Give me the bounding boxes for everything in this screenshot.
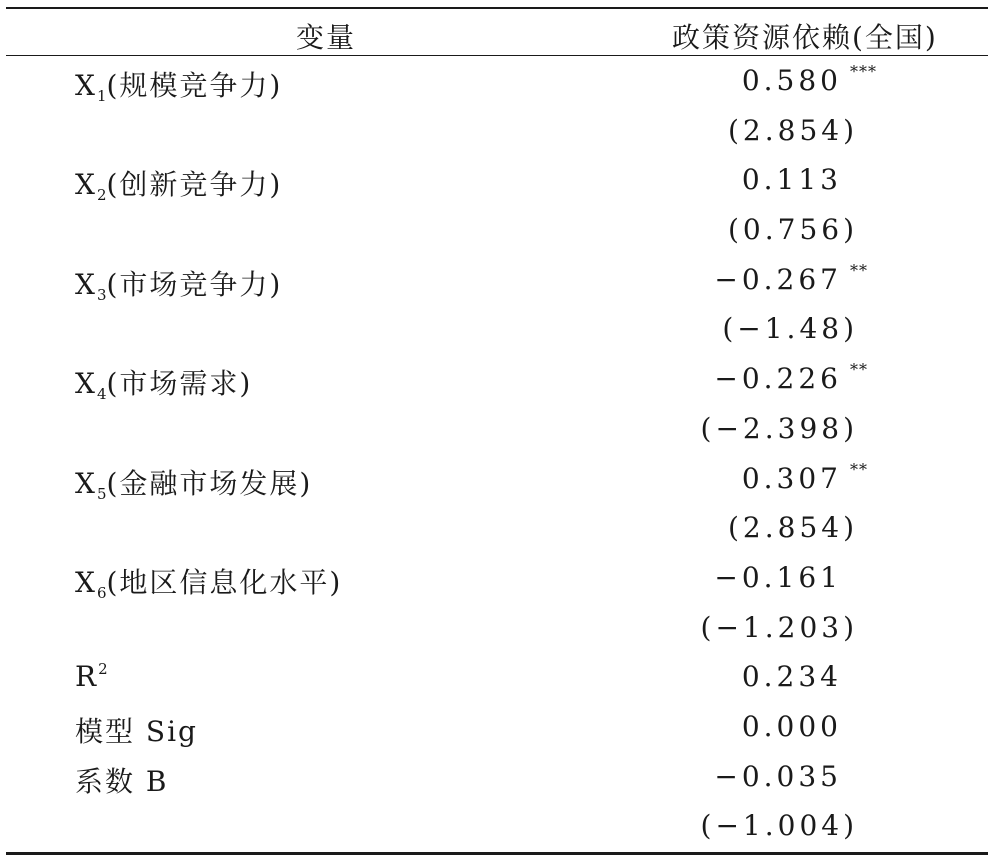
table-row (0, 754, 992, 804)
variable-subscript: 6 (96, 583, 107, 602)
t-statistic: (0.756) (727, 213, 858, 247)
t-statistic: (−1.004) (700, 809, 858, 843)
table-body (0, 58, 992, 853)
header-variable: 变量 (296, 21, 357, 54)
table-row (0, 58, 992, 108)
coefficient-value: −0.035 (714, 759, 842, 793)
variable-label: 模型 Sig (75, 714, 198, 748)
coefficient-value: −0.161 (714, 560, 842, 594)
table-header (0, 10, 992, 55)
table-row (0, 704, 992, 754)
table-row (0, 257, 992, 307)
coefficient-value: 0.307 (741, 461, 842, 495)
variable-label: $X_1$(规模竞争力) (75, 69, 283, 105)
table-row (0, 406, 992, 456)
table-bottom-rule (6, 852, 988, 855)
table-row (0, 654, 992, 704)
coefficient-value: −0.226 (714, 362, 842, 396)
table-row (0, 555, 992, 605)
table-row (0, 456, 992, 506)
significance-stars: ** (850, 360, 868, 380)
table-row (0, 356, 992, 406)
table-header-rule (6, 55, 988, 56)
t-statistic: (−1.48) (722, 312, 858, 346)
variable-label: $X_6$(地区信息化水平) (75, 565, 343, 602)
variable-superscript: 2 (98, 660, 108, 679)
t-statistic: (−2.398) (700, 411, 858, 445)
coefficient-value: 0.113 (741, 163, 842, 197)
variable-label: $X_3$(市场竞争力) (75, 267, 283, 304)
coefficient-value: 0.000 (741, 709, 842, 743)
variable-subscript: 1 (96, 87, 107, 105)
table-row (0, 306, 992, 356)
table-row (0, 207, 992, 257)
t-statistic: (−1.203) (700, 610, 858, 644)
variable-label: 系数 B (75, 764, 169, 798)
header-policy-dependence: 政策资源依赖(全国) (672, 21, 938, 54)
coefficient-value: 0.580 (741, 64, 842, 97)
variable-label: $X_4$(市场需求) (75, 367, 253, 404)
significance-stars: ** (850, 260, 868, 280)
coefficient-value: −0.267 (714, 262, 842, 296)
variable-subscript: 2 (96, 186, 107, 205)
variable-label: $R^2$ (75, 660, 108, 694)
table-row (0, 605, 992, 655)
variable-label: $X_2$(创新竞争力) (75, 168, 283, 205)
variable-subscript: 5 (96, 484, 107, 503)
t-statistic: (2.854) (727, 511, 858, 545)
coefficient-value: 0.234 (741, 660, 842, 694)
table-top-rule (6, 7, 988, 9)
variable-subscript: 3 (96, 285, 107, 304)
significance-stars: ** (850, 459, 868, 479)
t-statistic: (2.854) (727, 113, 858, 147)
significance-stars: *** (850, 62, 877, 81)
table-row (0, 803, 992, 853)
variable-label: $X_5$(金融市场发展) (75, 466, 313, 503)
variable-subscript: 4 (96, 385, 107, 404)
table-row (0, 108, 992, 158)
table-row (0, 157, 992, 207)
table-row (0, 505, 992, 555)
